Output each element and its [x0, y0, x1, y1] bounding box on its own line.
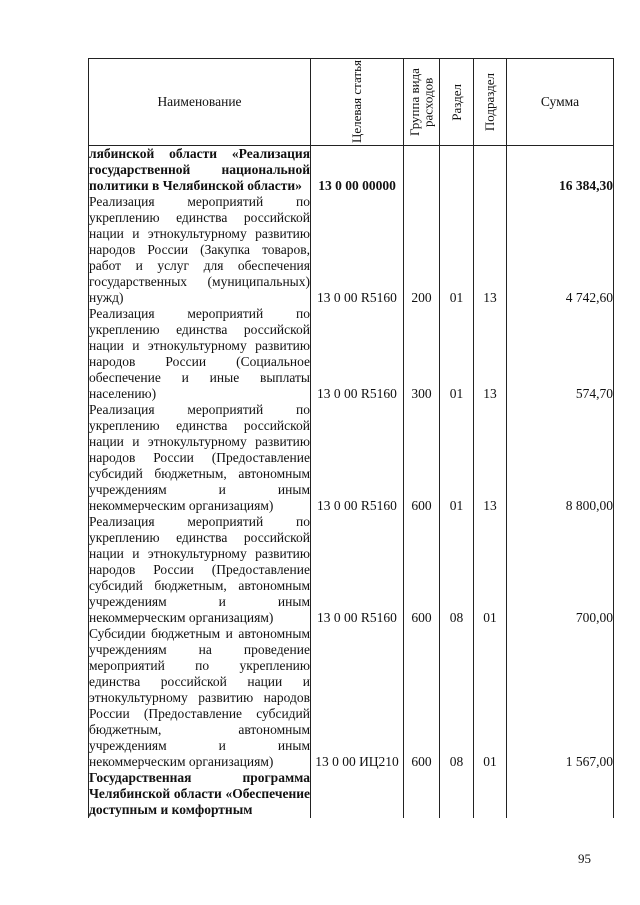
table-header-row [89, 59, 614, 146]
row-group [404, 146, 440, 195]
row-section: 08 [440, 626, 474, 770]
row-subsection: 01 [474, 514, 507, 626]
row-article: 13 0 00 R5160 [311, 306, 404, 402]
row-sum: 1 567,00 [507, 626, 614, 770]
row-subsection [474, 146, 507, 195]
row-sum [507, 770, 614, 818]
row-name: лябинской области «Реализация государственной национальной политики в Челябинской области» [89, 146, 310, 193]
row-article: 13 0 00 R5160 [311, 514, 404, 626]
row-name: Реализация мероприятий по укреплению единства российской нации и этнокультурному развитию народов России (Закупка товаров, работ и услуг для обеспечения государственных (муниципальных) нужд) [89, 194, 310, 305]
table-row [89, 146, 614, 195]
row-group: 300 [404, 306, 440, 402]
row-article: 13 0 00 00000 [311, 146, 404, 195]
row-section: 08 [440, 514, 474, 626]
row-subsection: 01 [474, 626, 507, 770]
row-section: 01 [440, 306, 474, 402]
row-sum: 16 384,30 [507, 146, 614, 195]
row-section: 01 [440, 194, 474, 306]
row-name: Реализация мероприятий по укреплению единства российской нации и этнокультурному развитию народов России (Предоставление субсидий бюджетным, автономным учреждениям и иным некоммерческим организациям) [89, 514, 310, 625]
row-section [440, 770, 474, 818]
row-group: 600 [404, 402, 440, 514]
budget-table [88, 58, 614, 818]
table-row [89, 626, 614, 770]
page-number: 95 [578, 851, 591, 866]
row-article: 13 0 00 R5160 [311, 194, 404, 306]
row-name: Субсидии бюджетным и автономным учреждениям на проведение мероприятий по укреплению единства российской нации и этнокультурному развитию народов России (Предоставление субсидий бюджетным, автономным учреждениям и иным некоммерческим организациям) [89, 626, 310, 769]
row-group: 600 [404, 514, 440, 626]
table-row [89, 402, 614, 514]
row-subsection [474, 770, 507, 818]
header-name: Наименование [89, 59, 311, 146]
table-row [89, 514, 614, 626]
row-subsection: 13 [474, 194, 507, 306]
row-name: Реализация мероприятий по укреплению единства российской нации и этнокультурному развитию народов России (Социальное обеспечение и иные выплаты населению) [89, 306, 310, 401]
row-sum: 4 742,60 [507, 194, 614, 306]
header-sum: Сумма [507, 59, 614, 146]
row-sum: 574,70 [507, 306, 614, 402]
row-group: 600 [404, 626, 440, 770]
row-section: 01 [440, 402, 474, 514]
row-subsection: 13 [474, 306, 507, 402]
row-article [311, 770, 404, 818]
row-name: Реализация мероприятий по укреплению единства российской нации и этнокультурному развитию народов России (Предоставление субсидий бюджетным, автономным учреждениям и иным некоммерческим организациям) [89, 402, 310, 513]
row-sum: 8 800,00 [507, 402, 614, 514]
row-article: 13 0 00 ИЦ210 [311, 626, 404, 770]
row-name: Государственная программа Челябинской области «Обеспечение доступным и комфортным [89, 770, 310, 817]
table-row [89, 770, 614, 818]
table-row [89, 194, 614, 306]
row-section [440, 146, 474, 195]
table-row [89, 306, 614, 402]
header-group: Группа вида расходов [404, 59, 440, 146]
header-section: Раздел [440, 59, 474, 146]
row-group [404, 770, 440, 818]
row-subsection: 13 [474, 402, 507, 514]
row-article: 13 0 00 R5160 [311, 402, 404, 514]
header-subsection: Подраздел [474, 59, 507, 146]
row-sum: 700,00 [507, 514, 614, 626]
header-article: Целевая статья [311, 59, 404, 146]
row-group: 200 [404, 194, 440, 306]
